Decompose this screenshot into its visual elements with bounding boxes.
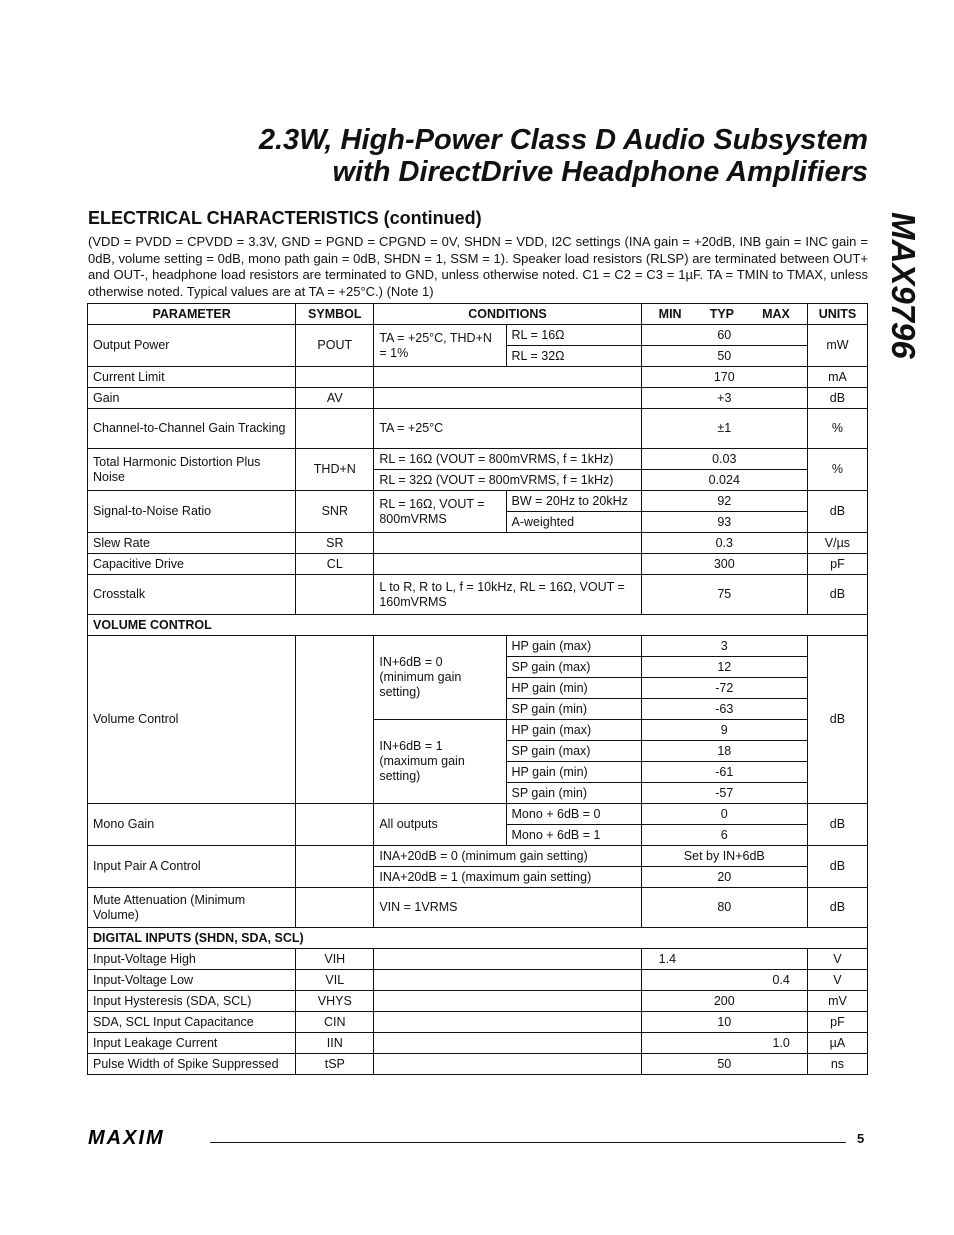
units-cell: V (807, 949, 867, 970)
header-symbol: SYMBOL (296, 304, 374, 325)
typ-cell: 0.024 (641, 470, 807, 491)
units-cell: V (807, 970, 867, 991)
typ-cell: Set by IN+6dB (641, 846, 807, 867)
page-title (259, 124, 868, 188)
cond-cell (374, 1054, 641, 1075)
table-row (88, 888, 868, 928)
symbol-cell: SNR (296, 491, 374, 533)
min-typ-max-cell (641, 970, 807, 991)
units-cell: % (807, 449, 867, 491)
subcond-cell: HP gain (min) (506, 762, 641, 783)
param-cell: Mute Attenuation (Minimum Volume) (88, 888, 296, 928)
symbol-cell: VIH (296, 949, 374, 970)
symbol-cell (296, 409, 374, 449)
param-cell: Mono Gain (88, 804, 296, 846)
table-row (88, 533, 868, 554)
cond-cell: VIN = 1VRMS (374, 888, 641, 928)
typ-cell: 0.3 (641, 533, 807, 554)
cond-cell (374, 554, 641, 575)
cond-cell: RL = 32Ω (VOUT = 800mVRMS, f = 1kHz) (374, 470, 641, 491)
part-number: MAX9796 (885, 212, 922, 359)
units-cell: dB (807, 491, 867, 533)
cond-cell (374, 991, 641, 1012)
table-row (88, 970, 868, 991)
typ-cell: 9 (641, 720, 807, 741)
subcond-cell: RL = 32Ω (506, 346, 641, 367)
title-line-2: with DirectDrive Headphone Amplifiers (332, 156, 868, 188)
subcond-cell: BW = 20Hz to 20kHz (506, 491, 641, 512)
page-number: 5 (857, 1131, 865, 1146)
param-cell: Current Limit (88, 367, 296, 388)
units-cell: dB (807, 888, 867, 928)
subcond-cell: SP gain (min) (506, 783, 641, 804)
param-cell: Input-Voltage Low (88, 970, 296, 991)
table-row (88, 804, 868, 825)
header-min-typ-max (641, 304, 807, 325)
param-cell: Crosstalk (88, 575, 296, 615)
symbol-cell: CL (296, 554, 374, 575)
table-row (88, 325, 868, 346)
cond-cell: RL = 16Ω (VOUT = 800mVRMS, f = 1kHz) (374, 449, 641, 470)
cond-cell: IN+6dB = 1 (maximum gain setting) (374, 720, 506, 804)
table-row (88, 449, 868, 470)
symbol-cell (296, 804, 374, 846)
maxim-logo (88, 1127, 198, 1147)
section-title: ELECTRICAL CHARACTERISTICS (continued) (88, 208, 482, 228)
param-cell: Capacitive Drive (88, 554, 296, 575)
symbol-cell (296, 846, 374, 888)
symbol-cell (296, 888, 374, 928)
units-cell: % (807, 409, 867, 449)
typ-cell: 3 (641, 636, 807, 657)
subcond-cell: Mono + 6dB = 1 (506, 825, 641, 846)
symbol-cell (296, 636, 374, 804)
typ-cell: 92 (641, 491, 807, 512)
units-cell: mW (807, 325, 867, 367)
typ-cell: -57 (641, 783, 807, 804)
footer-divider (210, 1142, 846, 1143)
typ-cell: 80 (641, 888, 807, 928)
typ-cell: 50 (641, 1054, 807, 1075)
typ-cell: 170 (641, 367, 807, 388)
typ-cell: 18 (641, 741, 807, 762)
param-cell: Input Pair A Control (88, 846, 296, 888)
typ-cell: -61 (641, 762, 807, 783)
subcond-cell: HP gain (min) (506, 678, 641, 699)
section-volume-control: VOLUME CONTROL (88, 615, 868, 636)
table-row (88, 409, 868, 449)
subcond-cell: Mono + 6dB = 0 (506, 804, 641, 825)
units-cell: dB (807, 575, 867, 615)
symbol-cell: VHYS (296, 991, 374, 1012)
units-cell: dB (807, 846, 867, 888)
units-cell: dB (807, 388, 867, 409)
cond-cell: IN+6dB = 0 (minimum gain setting) (374, 636, 506, 720)
symbol-cell: AV (296, 388, 374, 409)
symbol-cell: VIL (296, 970, 374, 991)
table-row (88, 1012, 868, 1033)
cond-cell: TA = +25°C, THD+N = 1% (374, 325, 506, 367)
units-cell: dB (807, 636, 867, 804)
section-row (88, 615, 868, 636)
cond-cell: L to R, R to L, f = 10kHz, RL = 16Ω, VOUT = 160mVRMS (374, 575, 641, 615)
intro-text: (VDD = PVDD = CPVDD = 3.3V, GND = PGND = CPGND = 0V, SHDN = VDD, I2C settings (INA gain = +20dB, INB gain = INC gain = 0dB, volume setting = 0dB, mono path gain = 0dB, SHDN = 1, SSM = 1). Speaker load resistors (RLSP) are terminated between OUT+ and OUT-, headphone load resistors are terminated to GND, unless otherwise noted. C1 = C2 = C3 = 1µF. TA = TMIN to TMAX, unless otherwise noted. Typical values are at TA = +25°C.) (Note 1) (88, 234, 868, 299)
header-conditions: CONDITIONS (374, 304, 641, 325)
table-row (88, 491, 868, 512)
typ-cell: -72 (641, 678, 807, 699)
typ-cell: 12 (641, 657, 807, 678)
units-cell: mA (807, 367, 867, 388)
param-cell: Channel-to-Channel Gain Tracking (88, 409, 296, 449)
param-cell: SDA, SCL Input Capacitance (88, 1012, 296, 1033)
typ-cell: 0.03 (641, 449, 807, 470)
conditions-intro (88, 234, 868, 300)
typ-cell: ±1 (641, 409, 807, 449)
symbol-cell (296, 575, 374, 615)
table-row (88, 1033, 868, 1054)
header-min: MIN (658, 306, 682, 321)
table-row (88, 1054, 868, 1075)
cond-cell: All outputs (374, 804, 506, 846)
section-digital-inputs: DIGITAL INPUTS (SHDN, SDA, SCL) (88, 928, 868, 949)
typ-cell: 10 (641, 1012, 807, 1033)
logo-text: MAXIM (88, 1127, 165, 1147)
side-part-number (882, 212, 922, 372)
subcond-cell: SP gain (min) (506, 699, 641, 720)
symbol-cell: SR (296, 533, 374, 554)
param-cell: Input-Voltage High (88, 949, 296, 970)
table-row (88, 949, 868, 970)
header-units: UNITS (807, 304, 867, 325)
header-max: MAX (762, 306, 790, 321)
param-cell: Pulse Width of Spike Suppressed (88, 1054, 296, 1075)
typ-cell: 20 (641, 867, 807, 888)
param-cell: Slew Rate (88, 533, 296, 554)
table-row (88, 991, 868, 1012)
typ-cell: 0 (641, 804, 807, 825)
min-typ-max-cell (641, 949, 807, 970)
subcond-cell: A-weighted (506, 512, 641, 533)
cond-cell: INA+20dB = 1 (maximum gain setting) (374, 867, 641, 888)
typ-cell: 50 (641, 346, 807, 367)
min-value: 1.4 (658, 951, 677, 966)
subcond-cell: HP gain (max) (506, 720, 641, 741)
symbol-cell: POUT (296, 325, 374, 367)
units-cell: pF (807, 554, 867, 575)
symbol-cell (296, 367, 374, 388)
units-cell: µA (807, 1033, 867, 1054)
typ-cell: 300 (641, 554, 807, 575)
cond-cell (374, 367, 641, 388)
symbol-cell: CIN (296, 1012, 374, 1033)
cond-cell: INA+20dB = 0 (minimum gain setting) (374, 846, 641, 867)
table-row (88, 367, 868, 388)
subcond-cell: RL = 16Ω (506, 325, 641, 346)
units-cell: ns (807, 1054, 867, 1075)
header-typ: TYP (709, 306, 734, 321)
header-parameter: PARAMETER (88, 304, 296, 325)
table-row (88, 636, 868, 657)
symbol-cell: tSP (296, 1054, 374, 1075)
typ-cell: 75 (641, 575, 807, 615)
cond-cell (374, 949, 641, 970)
max-value: 1.0 (772, 1035, 790, 1050)
section-row (88, 928, 868, 949)
electrical-characteristics-table (87, 303, 868, 1075)
cond-cell (374, 970, 641, 991)
typ-cell: -63 (641, 699, 807, 720)
cond-cell (374, 533, 641, 554)
units-cell: pF (807, 1012, 867, 1033)
symbol-cell: IIN (296, 1033, 374, 1054)
subcond-cell: SP gain (max) (506, 657, 641, 678)
typ-cell: 200 (641, 991, 807, 1012)
title-line-1: 2.3W, High-Power Class D Audio Subsystem (258, 124, 868, 156)
typ-cell: 60 (641, 325, 807, 346)
param-cell: Input Hysteresis (SDA, SCL) (88, 991, 296, 1012)
param-cell: Signal-to-Noise Ratio (88, 491, 296, 533)
typ-cell: +3 (641, 388, 807, 409)
max-value: 0.4 (772, 972, 790, 987)
units-cell: mV (807, 991, 867, 1012)
subcond-cell: HP gain (max) (506, 636, 641, 657)
cond-cell: TA = +25°C (374, 409, 641, 449)
cond-cell (374, 388, 641, 409)
table-row (88, 575, 868, 615)
units-cell: V/µs (807, 533, 867, 554)
symbol-cell: THD+N (296, 449, 374, 491)
table-row (88, 846, 868, 867)
typ-cell: 6 (641, 825, 807, 846)
table-row (88, 388, 868, 409)
cond-cell (374, 1012, 641, 1033)
param-cell: Gain (88, 388, 296, 409)
param-cell: Input Leakage Current (88, 1033, 296, 1054)
table-row (88, 554, 868, 575)
typ-cell: 93 (641, 512, 807, 533)
param-cell: Total Harmonic Distortion Plus Noise (88, 449, 296, 491)
cond-cell: RL = 16Ω, VOUT = 800mVRMS (374, 491, 506, 533)
param-cell: Volume Control (88, 636, 296, 804)
units-cell: dB (807, 804, 867, 846)
cond-cell (374, 1033, 641, 1054)
table-header-row (88, 304, 868, 325)
param-cell: Output Power (88, 325, 296, 367)
subcond-cell: SP gain (max) (506, 741, 641, 762)
min-typ-max-cell (641, 1033, 807, 1054)
